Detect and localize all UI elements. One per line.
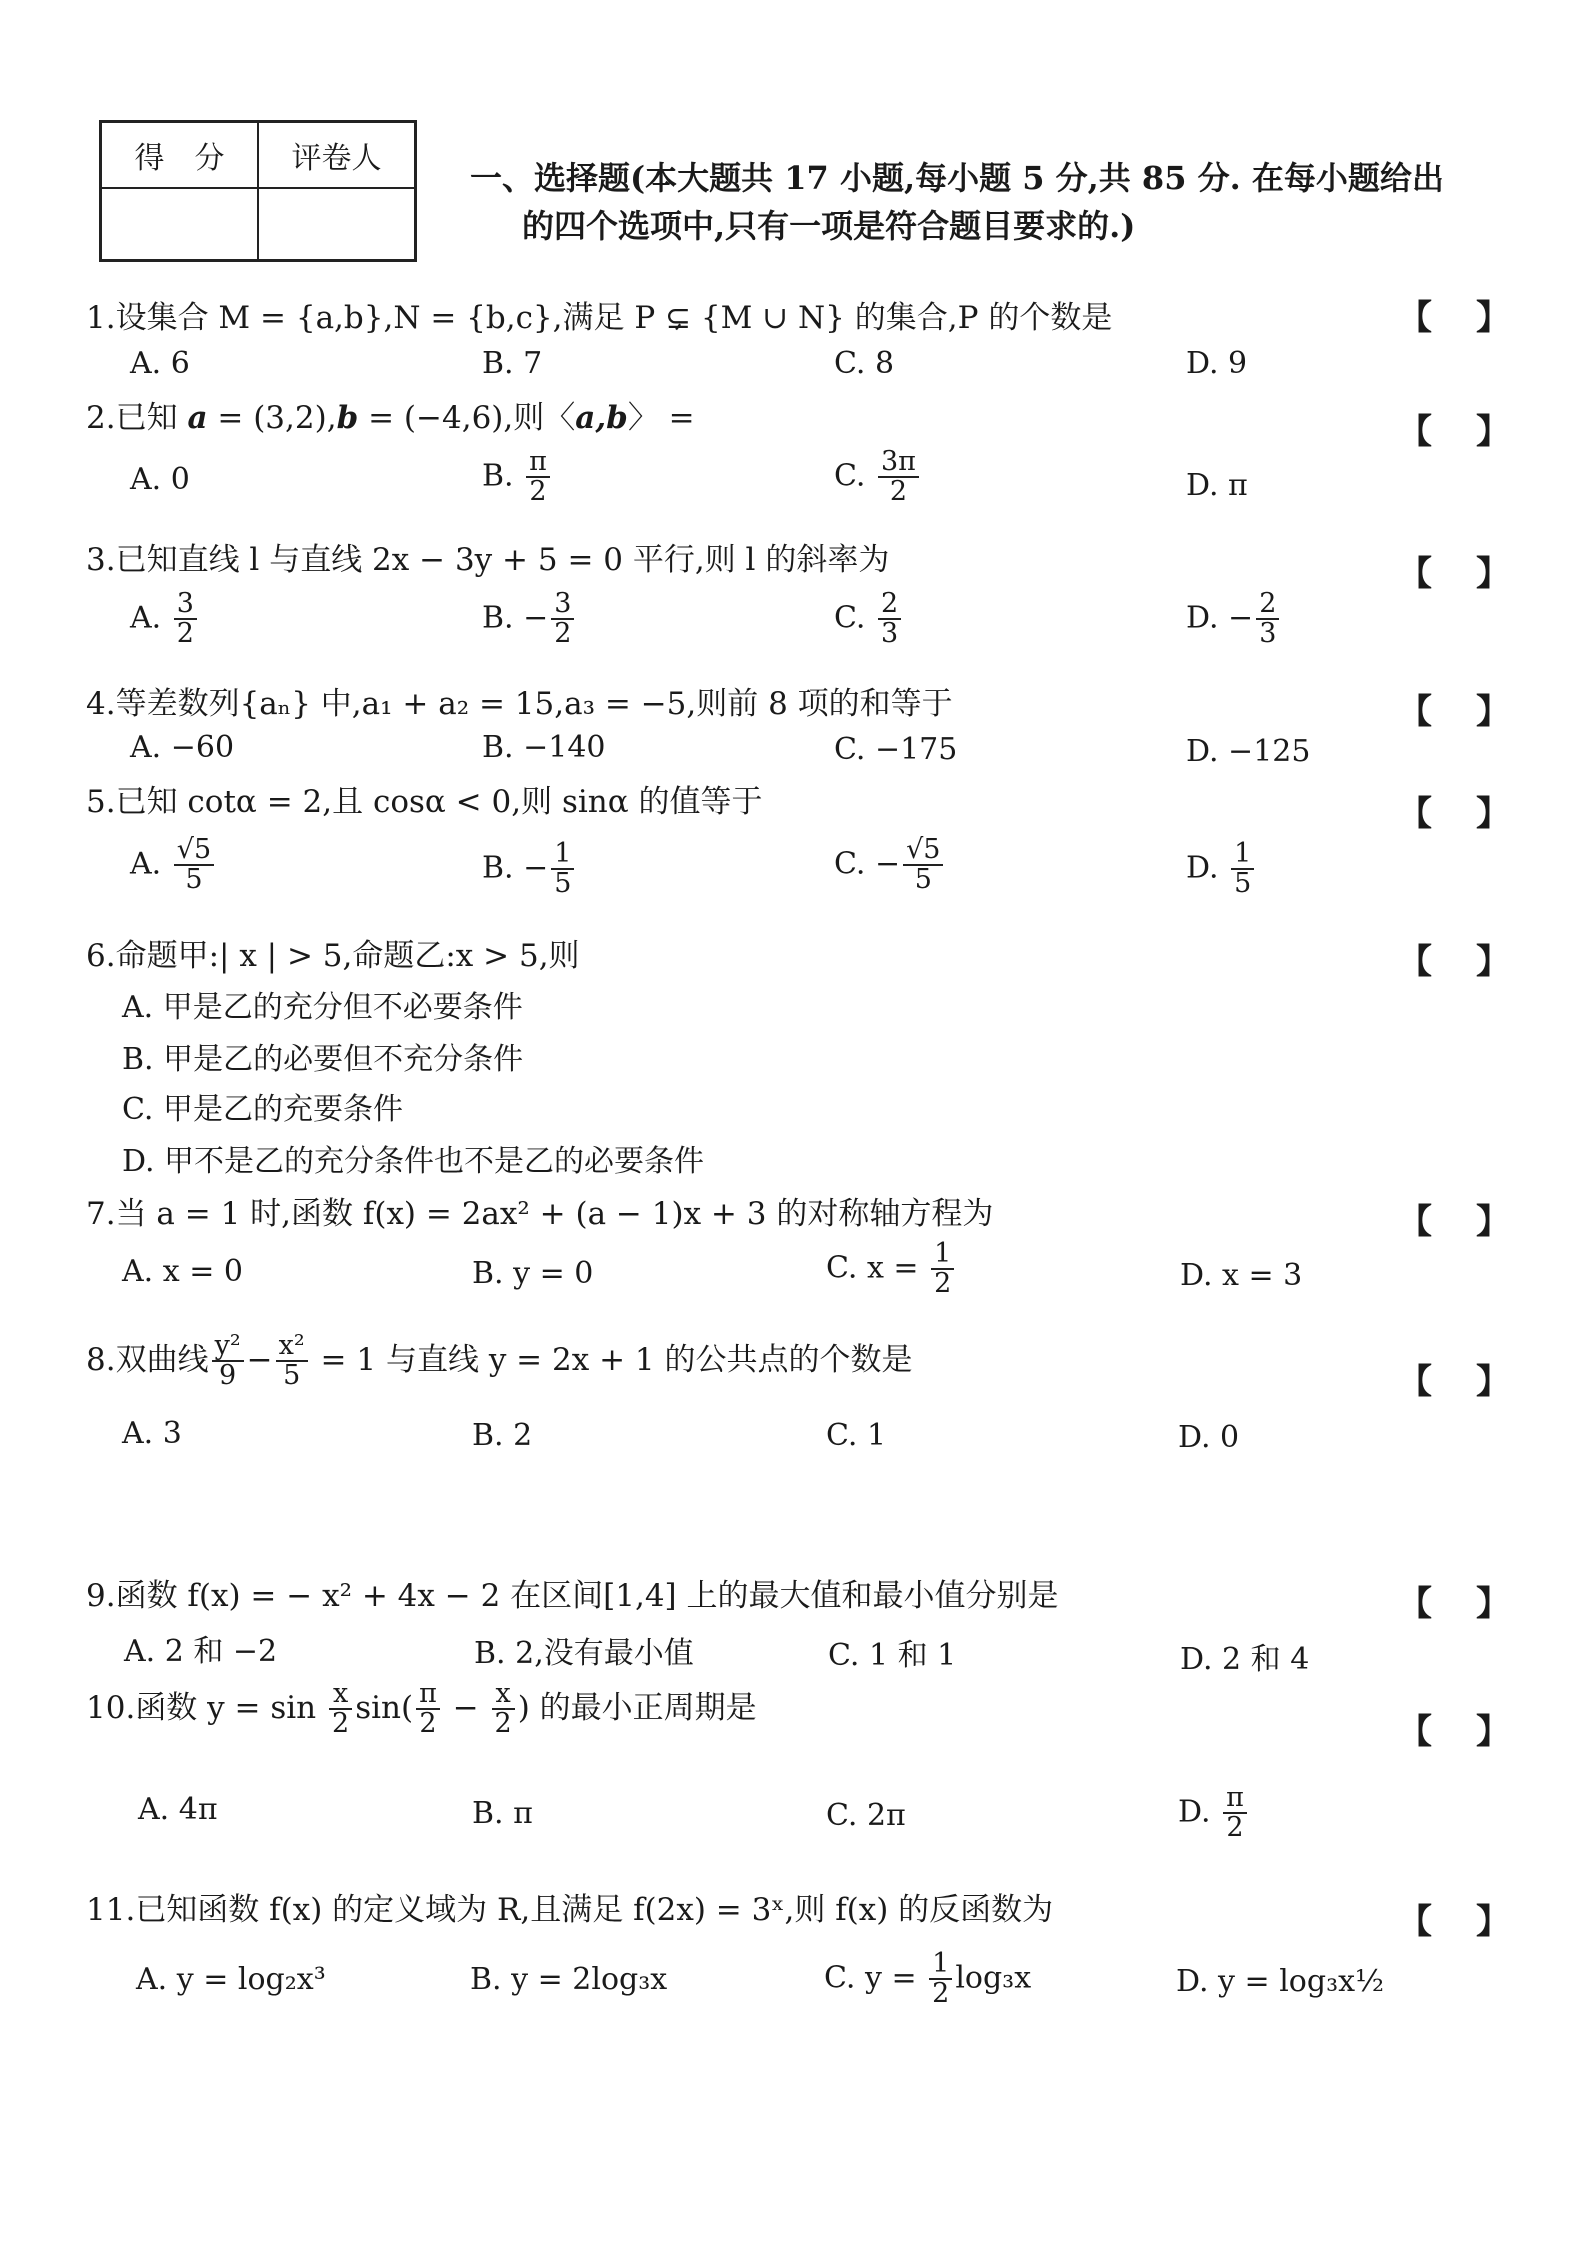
answer-bracket-1[interactable]: 【 】 [1398,298,1510,338]
option-c: C. − $\frac{√5}{5}$ [834,836,946,895]
option-c: C. $\frac{3\pi}{2}$ [834,448,922,507]
question-number: 1. [86,300,116,336]
score-cell [101,188,259,261]
option-d: D. 0 [1178,1420,1240,1455]
option-c: C. 2π [826,1798,906,1833]
option-a: A. x = 0 [122,1254,243,1289]
option-c: C. 8 [834,346,895,381]
section-title-line1: 一、选择题(本大题共 17 小题,每小题 5 分,共 85 分. 在每小题给出 [470,159,1444,197]
option-c: C. 1 [826,1418,887,1453]
option-b: B. 2 [472,1418,533,1453]
option-c: C. 甲是乙的充要条件 [122,1092,403,1127]
option-a: A. $\frac{√5}{5}$ [130,836,217,895]
option-d: D. x = 3 [1180,1258,1303,1293]
option-d: D. 2 和 4 [1180,1642,1310,1677]
answer-bracket-11[interactable]: 【 】 [1398,1902,1510,1942]
option-a: A. $\frac{3}{2}$ [130,590,200,649]
answer-bracket-4[interactable]: 【 】 [1398,692,1510,732]
option-d: D. −125 [1186,734,1311,769]
option-a: A. y = log₂x³ [136,1962,326,1997]
option-b: B. π [472,1796,533,1831]
option-a: A. 4π [138,1792,218,1827]
answer-bracket-6[interactable]: 【 】 [1398,942,1510,982]
answer-bracket-5[interactable]: 【 】 [1398,794,1510,834]
question-9: 9.函数 f(x) = − x² + 4x − 2 在区间[1,4] 上的最大值和最小值分别是 [86,1578,1059,1614]
grader-label: 评卷人 [258,122,416,189]
section-title-line2: 的四个选项中,只有一项是符合题目要求的.) [522,207,1136,245]
vector-a: a [187,400,208,436]
option-d: D. $\frac{1}{5}$ [1186,840,1257,899]
question-stem: 设集合 M = {a,b},N = {b,c},满足 P ⊊ {M ∪ N} 的集合,P 的个数是 [115,300,1113,336]
option-c: C. x = $\frac{1}{2}$ [826,1240,957,1299]
option-c: C. 1 和 1 [828,1638,957,1673]
option-a: A. 0 [130,462,190,497]
option-b: B. 7 [482,346,543,381]
answer-bracket-9[interactable]: 【 】 [1398,1584,1510,1624]
score-table [99,120,417,262]
question-4: 4.等差数列{aₙ} 中,a₁ + a₂ = 15,a₃ = −5,则前 8 项的和等于 [86,686,953,722]
question-5: 5.已知 cotα = 2,且 cosα < 0,则 sinα 的值等于 [86,784,763,820]
question-6: 6.命题甲:| x | > 5,命题乙:x > 5,则 [86,938,580,974]
grader-cell [258,188,416,261]
answer-bracket-7[interactable]: 【 】 [1398,1202,1510,1242]
answer-bracket-3[interactable]: 【 】 [1398,554,1510,594]
option-a: A. 3 [122,1416,182,1451]
option-b: B. y = 0 [472,1256,594,1291]
fraction: $\frac{\pi}{2}$ [526,448,550,507]
option-a: A. 甲是乙的充分但不必要条件 [122,990,523,1025]
question-2: 2.已知 a = (3,2),b = (−4,6),则〈a,b〉 = [86,400,695,436]
answer-bracket-10[interactable]: 【 】 [1398,1712,1510,1752]
vector-b: b [336,400,359,436]
option-d: D. 甲不是乙的充分条件也不是乙的必要条件 [122,1144,705,1179]
answer-bracket-8[interactable]: 【 】 [1398,1362,1510,1402]
option-b: B. $\frac{\pi}{2}$ [482,448,553,507]
option-b: B. y = 2log₃x [470,1962,668,1997]
section-title [470,154,1490,250]
answer-bracket-2[interactable]: 【 】 [1398,412,1510,452]
option-a: A. 2 和 −2 [124,1634,278,1669]
question-11: 11.已知函数 f(x) 的定义域为 R,且满足 f(2x) = 3ˣ,则 f(x) 的反函数为 [86,1892,1054,1928]
option-d: D. − $\frac{2}{3}$ [1186,590,1282,649]
option-d: D. $\frac{\pi}{2}$ [1178,1784,1250,1843]
option-d: D. y = log₃x½ [1176,1964,1385,1999]
fraction: $\frac{3\pi}{2}$ [878,448,919,507]
question-10: 10.函数 y = sin $\frac{x}{2}$ sin( $\frac{\pi}{2}$ − $\frac{x}{2}$ ) 的最小正周期是 [86,1678,757,1740]
option-b: B. 甲是乙的必要但不充分条件 [122,1042,524,1077]
option-a: A. 6 [130,346,190,381]
question-3: 3.已知直线 l 与直线 2x − 3y + 5 = 0 平行,则 l 的斜率为 [86,542,890,578]
option-a: A. −60 [130,730,235,765]
question-1 [86,292,1112,337]
option-c: C. −175 [834,732,958,767]
option-b: B. −140 [482,730,606,765]
option-d: D. 9 [1186,346,1248,381]
option-b: B. 2,没有最小值 [474,1636,694,1671]
question-7: 7.当 a = 1 时,函数 f(x) = 2ax² + (a − 1)x + 3 的对称轴方程为 [86,1196,994,1232]
option-c: C. $\frac{2}{3}$ [834,590,904,649]
option-d: D. π [1186,468,1248,503]
option-b: B. − $\frac{3}{2}$ [482,590,577,649]
question-8: 8.双曲线 $\frac{\text{y²}}{9}$ − $\frac{\text{x²}}{5}$ = 1 与直线 y = 2x + 1 的公共点的个数是 [86,1330,913,1392]
option-c: C. y = $\frac{1}{2}$ log₃x [824,1948,1032,2010]
option-b: B. − $\frac{1}{5}$ [482,840,577,899]
score-label: 得 分 [101,122,259,189]
